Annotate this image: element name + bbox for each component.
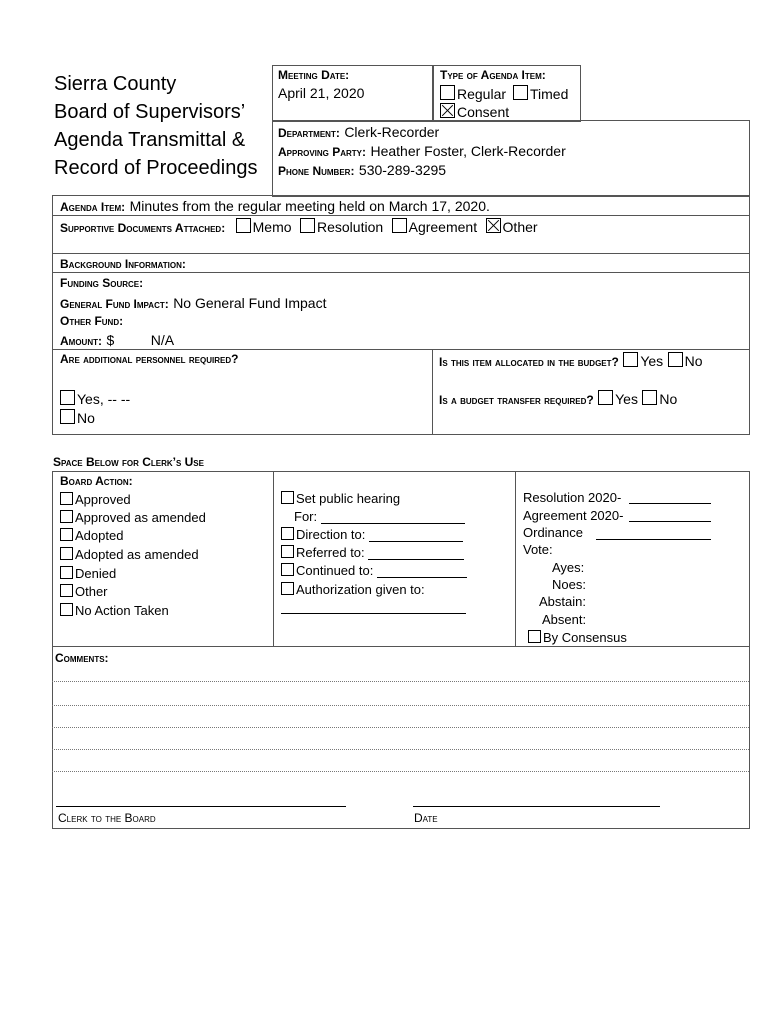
direction-to[interactable]: Direction to: <box>281 527 463 542</box>
board-action-label: Board Action: <box>60 474 133 488</box>
checkbox-authorization[interactable] <box>281 582 294 595</box>
authorization-given[interactable]: Authorization given to: <box>281 582 425 597</box>
checkbox-consent-checked[interactable] <box>440 103 455 118</box>
amount-value[interactable]: N/A <box>150 332 175 348</box>
checkbox-no-action[interactable] <box>60 603 73 616</box>
budget-no[interactable]: No <box>668 353 703 369</box>
transfer-yes[interactable]: Yes <box>598 391 638 407</box>
department-row: Department: Clerk-Recorder <box>278 124 440 140</box>
agenda-type-label: Type of Agenda Item: <box>440 68 546 82</box>
phone-value[interactable]: 530-289-3295 <box>358 162 447 178</box>
abstain-label: Abstain: <box>539 594 586 609</box>
agenda-item-row: Agenda Item: Minutes from the regular meeting held on March 17, 2020. <box>60 198 490 214</box>
comment-line[interactable] <box>52 705 749 706</box>
checkbox-approved[interactable] <box>60 492 73 505</box>
personnel-yes[interactable]: Yes, -- -- <box>60 390 130 407</box>
agenda-item-value[interactable]: Minutes from the regular meeting held on March 17, 2020. <box>129 198 490 214</box>
date-signature-line[interactable] <box>413 806 660 807</box>
ayes-label: Ayes: <box>552 560 585 575</box>
continued-to[interactable]: Continued to: <box>281 563 467 578</box>
comment-line[interactable] <box>52 749 749 750</box>
other-fund-label: Other Fund: <box>60 314 124 328</box>
agenda-type-timed[interactable]: Timed <box>513 85 568 102</box>
general-fund-value[interactable]: No General Fund Impact <box>173 295 327 311</box>
checkbox-personnel-yes[interactable] <box>60 390 75 405</box>
supporting-other[interactable]: Other <box>486 219 538 235</box>
clerk-section-label: Space Below for Clerk’s Use <box>53 455 204 469</box>
agenda-type-consent[interactable]: Consent <box>440 103 509 120</box>
authorization-field[interactable] <box>281 613 466 614</box>
divider <box>52 646 749 647</box>
resolution-row: Resolution 2020- <box>523 490 622 505</box>
supporting-resolution[interactable]: Resolution <box>300 219 383 235</box>
noes-label: Noes: <box>552 577 586 592</box>
supporting-agreement[interactable]: Agreement <box>392 219 477 235</box>
checkbox-adopted-amended[interactable] <box>60 547 73 560</box>
clerk-signature-line[interactable] <box>56 806 346 807</box>
phone-row: Phone Number: 530-289-3295 <box>278 162 447 178</box>
checkbox-transfer-yes[interactable] <box>598 390 613 405</box>
checkbox-memo[interactable] <box>236 218 251 233</box>
checkbox-other[interactable] <box>60 584 73 597</box>
set-public-hearing[interactable]: Set public hearing <box>281 491 400 506</box>
checkbox-budget-yes[interactable] <box>623 352 638 367</box>
agenda-type-regular[interactable]: Regular <box>440 85 506 102</box>
action-other[interactable]: Other <box>60 584 108 599</box>
checkbox-regular[interactable] <box>440 85 455 100</box>
direction-field[interactable] <box>369 529 463 542</box>
divider <box>52 272 749 273</box>
divider <box>515 471 516 646</box>
checkbox-direction[interactable] <box>281 527 294 540</box>
action-adopted-amended[interactable]: Adopted as amended <box>60 547 199 562</box>
divider <box>52 253 749 254</box>
action-denied[interactable]: Denied <box>60 566 116 581</box>
hearing-for-row: For: <box>294 509 465 524</box>
department-value[interactable]: Clerk-Recorder <box>344 124 440 140</box>
checkbox-referred[interactable] <box>281 545 294 558</box>
amount-row: Amount: $ N/A <box>60 332 175 348</box>
ordinance-field[interactable] <box>596 539 711 540</box>
agreement-field[interactable] <box>629 521 711 522</box>
vote-label: Vote: <box>523 542 553 557</box>
comment-line[interactable] <box>52 727 749 728</box>
comments-label: Comments: <box>55 651 109 665</box>
checkbox-timed[interactable] <box>513 85 528 100</box>
resolution-field[interactable] <box>629 503 711 504</box>
checkbox-other-checked[interactable] <box>486 218 501 233</box>
budget-allocated-row: Is this item allocated in the budget? Yes No <box>439 353 703 369</box>
approving-party-value[interactable]: Heather Foster, Clerk-Recorder <box>370 143 566 159</box>
referred-to[interactable]: Referred to: <box>281 545 464 560</box>
meeting-date-label: Meeting Date: <box>278 68 350 82</box>
divider <box>273 471 274 646</box>
budget-transfer-row: Is a budget transfer required? Yes No <box>439 391 678 407</box>
agreement-row: Agreement 2020- <box>523 508 624 523</box>
checkbox-continued[interactable] <box>281 563 294 576</box>
title-line-2: Board of Supervisors’ <box>54 101 246 123</box>
personnel-no[interactable]: No <box>60 409 95 426</box>
budget-yes[interactable]: Yes <box>623 353 663 369</box>
action-approved-amended[interactable]: Approved as amended <box>60 510 206 525</box>
supporting-docs-row: Supportive Documents Attached: Memo Resolution Agreement Other <box>60 219 538 235</box>
checkbox-approved-amended[interactable] <box>60 510 73 523</box>
action-adopted[interactable]: Adopted <box>60 528 123 543</box>
checkbox-personnel-no[interactable] <box>60 409 75 424</box>
referred-field[interactable] <box>368 547 464 560</box>
checkbox-adopted[interactable] <box>60 528 73 541</box>
checkbox-public-hearing[interactable] <box>281 491 294 504</box>
form-title <box>54 70 257 182</box>
funding-source-label: Funding Source: <box>60 276 144 290</box>
checkbox-agreement[interactable] <box>392 218 407 233</box>
ordinance-row: Ordinance <box>523 525 583 540</box>
continued-field[interactable] <box>377 565 467 578</box>
title-line-1: Sierra County <box>54 73 177 95</box>
checkbox-budget-no[interactable] <box>668 352 683 367</box>
comment-line[interactable] <box>52 771 749 772</box>
transfer-no[interactable]: No <box>642 391 677 407</box>
checkbox-denied[interactable] <box>60 566 73 579</box>
checkbox-consensus[interactable] <box>528 630 541 643</box>
action-no-action[interactable]: No Action Taken <box>60 603 169 618</box>
general-fund-row: General Fund Impact: No General Fund Impact <box>60 295 327 311</box>
divider <box>432 349 433 434</box>
background-label: Background Information: <box>60 257 186 271</box>
comment-line[interactable] <box>52 681 749 682</box>
approving-party-row: Approving Party: Heather Foster, Clerk-Recorder <box>278 143 566 159</box>
checkbox-transfer-no[interactable] <box>642 390 657 405</box>
hearing-for-field[interactable] <box>321 511 465 524</box>
supporting-memo[interactable]: Memo <box>236 219 292 235</box>
personnel-question: Are additional personnel required? <box>60 352 239 366</box>
by-consensus[interactable]: By Consensus <box>528 630 627 645</box>
date-label: Date <box>414 811 438 825</box>
checkbox-resolution[interactable] <box>300 218 315 233</box>
action-approved[interactable]: Approved <box>60 492 131 507</box>
meeting-date-value[interactable]: April 21, 2020 <box>278 85 365 101</box>
title-line-4: Record of Proceedings <box>54 157 258 179</box>
title-line-3: Agenda Transmittal & <box>54 129 246 151</box>
absent-label: Absent: <box>542 612 587 627</box>
clerk-signature-label: Clerk to the Board <box>58 811 156 825</box>
